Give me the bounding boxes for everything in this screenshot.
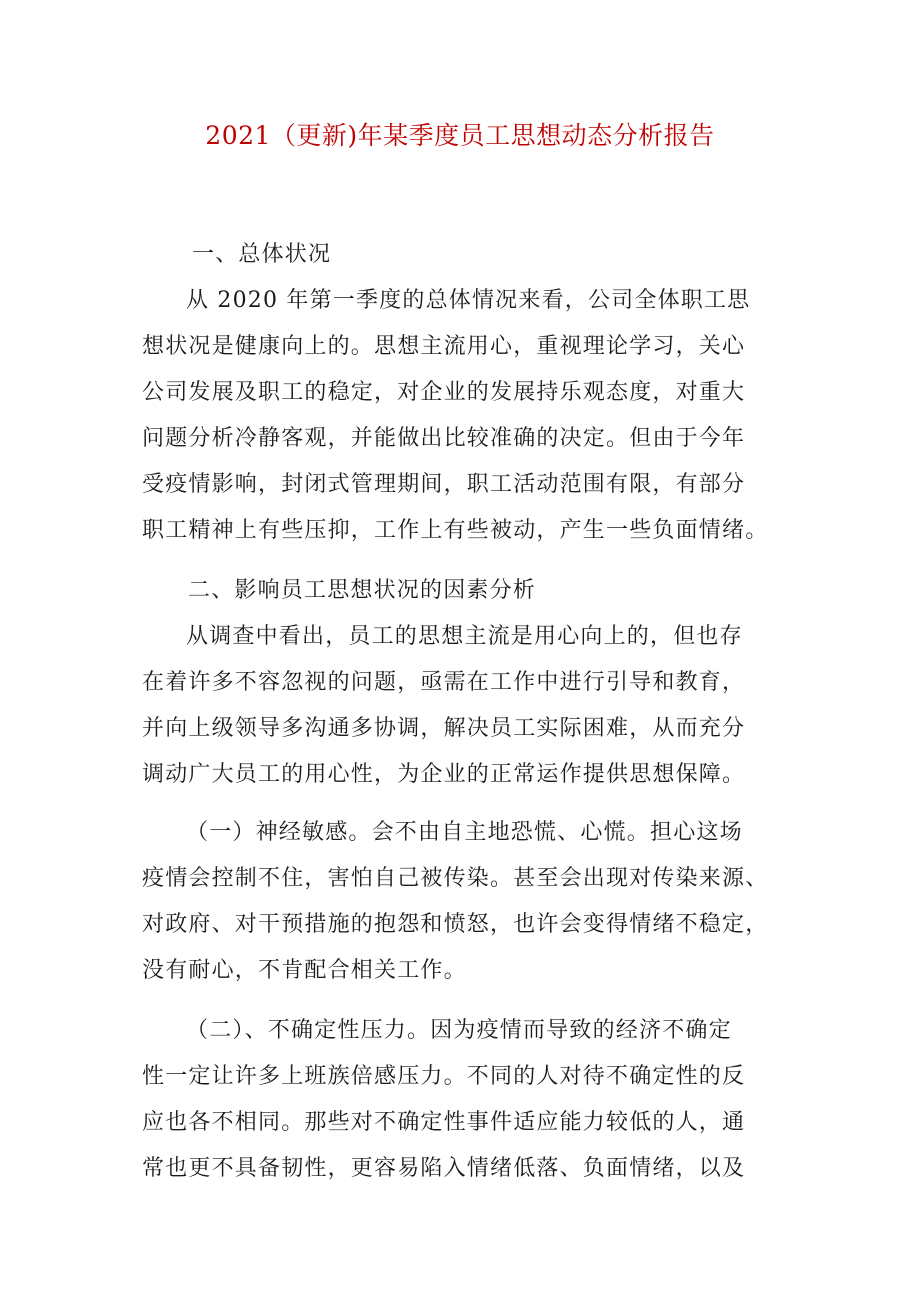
text-line: （一）神经敏感。会不由自主地恐慌、心慌。担心这场 xyxy=(186,820,743,845)
text-line: 应也各不相同。那些对不确定性事件适应能力较低的人，通 xyxy=(142,1110,746,1135)
text-line: 并向上级领导多沟通多协调，解决员工实际困难，从而充分 xyxy=(142,716,746,741)
text-line: 二、影响员工思想状况的因素分析 xyxy=(188,578,537,603)
text-line: 调动广大员工的用心性，为企业的正常运作提供思想保障。 xyxy=(142,762,746,787)
paragraph-factors xyxy=(142,614,792,798)
text-line: 在着许多不容忽视的问题，亟需在工作中进行引导和教育， xyxy=(142,670,746,695)
text-line: 一、总体状况 xyxy=(192,242,332,267)
text-line: 受疫情影响，封闭式管理期间，职工活动范围有限，有部分 xyxy=(142,472,746,497)
text-line: 想状况是健康向上的。思想主流用心，重视理论学习，关心 xyxy=(142,334,746,359)
text-line: （二）、不确定性压力。因为疫情而导致的经济不确定 xyxy=(186,1018,732,1043)
text-line: 职工精神上有些压抑，工作上有些被动，产生一些负面情绪。 xyxy=(142,518,769,543)
section-heading-factors xyxy=(188,568,838,614)
text-line: 从 2020 年第一季度的总体情况来看，公司全体职工思 xyxy=(186,288,751,313)
text-line: 没有耐心，不肯配合相关工作。 xyxy=(142,958,467,983)
text-line: 从调查中看出，员工的思想主流是用心向上的，但也存 xyxy=(186,624,743,649)
section-heading-overall xyxy=(192,232,842,278)
text-line: 对政府、对干预措施的抱怨和愤怒，也许会变得情绪不稳定， xyxy=(142,912,769,937)
text-line: 疫情会控制不住，害怕自己被传染。甚至会出现对传染来源、 xyxy=(142,866,769,891)
paragraph-overall xyxy=(142,278,792,554)
paragraph-uncertainty-pressure xyxy=(142,1008,792,1192)
text-line: 常也更不具备韧性，更容易陷入情绪低落、负面情绪，以及 xyxy=(142,1156,746,1181)
text-line: 公司发展及职工的稳定，对企业的发展持乐观态度，对重大 xyxy=(142,380,746,405)
text-line: 性一定让许多上班族倍感压力。不同的人对待不确定性的反 xyxy=(142,1064,746,1089)
paragraph-nervous-sensitivity xyxy=(142,810,792,994)
document-title: 2021（更新)年某季度员工思想动态分析报告 xyxy=(205,121,715,150)
text-line: 问题分析冷静客观，并能做出比较准确的决定。但由于今年 xyxy=(142,426,746,451)
